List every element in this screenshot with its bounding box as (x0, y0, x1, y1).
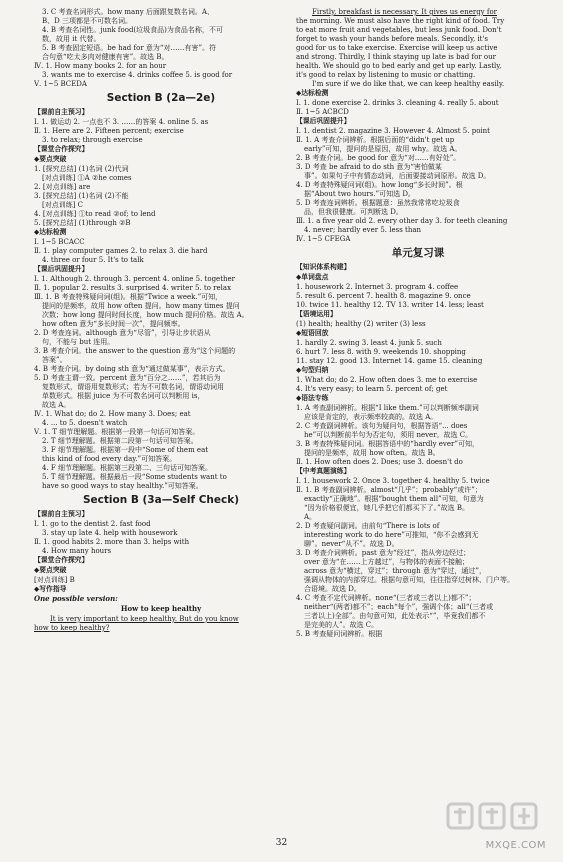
answer-line: forget to wash your hands before meals. Secondly, it's (296, 35, 489, 43)
answer-line: 1. housework 2. Internet 3. program 4. coffee (296, 283, 459, 291)
answer-line: 3. F 细节理解题。根据第一段中“Some of them eat (42, 446, 209, 454)
answer-line: Ⅰ. 1~5 BCACC (34, 238, 85, 246)
answer-line: 5. [探究总结] (1)through ②B (34, 219, 131, 227)
answer-line: 5. T 细节理解题。根据最后一段“Some students want to (42, 473, 227, 481)
answer-line: Ⅰ. 1. go to the dentist 2. fast food (34, 520, 151, 528)
answer-line: 4. D 考查特殊疑问词(组)。how long“多长时间”。根 (296, 181, 463, 189)
answer-line: Ⅳ. 1. What do; do 2. How many 3. Does; eat (34, 410, 191, 418)
answer-line: 1. What do; do 2. How often does 3. me to exercise (296, 376, 478, 384)
block-label: 【课后巩固提升】 (296, 117, 351, 125)
answer-line: 1. A 考查副词辨析。根据“I like them.”可以判断频率副词 (296, 404, 479, 412)
answer-line: 4. three or four 5. It's to talk (42, 256, 144, 264)
answer-line: 强调从物体的内部穿过。根据句意可知，往往指穿过树林、门户等。 (304, 576, 514, 584)
answer-line: Ⅰ. 1. Although 2. through 3. percent 4. online 5. together (34, 275, 236, 283)
answer-line: have so good ways to stay healthy.”可知答案。 (42, 482, 203, 490)
sub-heading: ◆要点突破 (34, 566, 67, 574)
answer-line: Ⅱ. 1. popular 2. results 3. surprised 4. writer 5. to relax (34, 284, 232, 292)
answer-line: Ⅲ. 1. a five year old 2. every other day 3. for teeth cleaning (296, 217, 508, 225)
answer-line: 3. wants me to exercise 4. drinks coffee 5. is good for (42, 71, 233, 79)
sub-heading: ◆要点突破 (34, 155, 67, 163)
answer-line: 2. B 考查介词。be good for 意为“对……有好处”。 (296, 154, 461, 162)
page-number: 32 (275, 838, 288, 848)
answer-line: 2. T 细节理解题。根据第二段第一句话可知答案。 (42, 437, 198, 445)
answer-line: Ⅴ. 1~5 BCEDA (34, 80, 87, 88)
answer-line: Ⅱ. 1. B 考查副词辨析。almost“几乎”；probably“或许”； (296, 486, 482, 494)
answer-line: 3. C 考查名词形式。how many 后面跟复数名词。A、 (42, 8, 214, 16)
answer-line: Ⅳ. 1~5 CFEGA (296, 235, 351, 243)
answer-line: 4. never; hardly ever 5. less than (304, 226, 422, 234)
answer-line: early”可知，提问的是原因，故用 why。故选 A。 (304, 145, 462, 153)
answer-line: Ⅳ. 1. How many books 2. for an hour (34, 62, 167, 70)
answer-line: 提问的是频率，故用 how often。故选 B。 (304, 449, 440, 457)
answer-line: 3. B 考查介词。the answer to the question 意为“这个问题的 (34, 347, 236, 355)
answer-line: 据“About two hours.”可知选 D。 (304, 190, 415, 198)
answer-line: 复数形式，谓语用复数形式；若为不可数名词，谓语动词用 (42, 383, 224, 391)
answer-line: how often 意为“多长时间一次”，提问频率。 (42, 320, 185, 328)
answer-line: over 意为“在……上方越过”，与物体的表面不接触； (304, 558, 470, 566)
answer-line: 4. B 考查介词。by doing sth 意为“通过做某事”，表示方式。 (34, 365, 230, 373)
answer-line: 2. C 考查副词辨析。该句为疑问句，根据答语“... does (296, 422, 468, 430)
answer-line: 3. to relax; through exercise (42, 136, 143, 144)
answer-line: 5. result 6. percent 7. health 8. magazine 9. once (296, 292, 471, 300)
answer-line: 1. [探究总结] (1)名词 (2)代词 (34, 165, 129, 173)
sub-heading: ◆短语回放 (296, 329, 329, 337)
answer-line: Ⅱ. 1. A 考查介词辨析。根据后面的“didn't get up (296, 136, 455, 144)
answer-line: Ⅱ. 1. play computer games 2. to relax 3. die hard (34, 247, 208, 255)
answer-line: It is very important to keep healthy. But do you know (50, 615, 239, 623)
essay-label: One possible version: (34, 594, 118, 603)
answer-line: 2. [对点训练] are (34, 183, 91, 191)
answer-line: to eat more fruit and vegetables, but less junk food. Don't (296, 26, 502, 34)
answer-line: 5. D 考查连词辨析。根据题意：虽然我常常吃垃圾食 (296, 199, 460, 207)
answer-line: 10. twice 11. healthy 12. TV 13. writer 14. less; least (296, 301, 484, 309)
answer-line: 4. [对点训练] ①to read ②of; to lend (34, 210, 156, 218)
answer-line: interesting work to do here”可推知，“你不会感到无 (304, 531, 479, 539)
watermark-logo (434, 798, 554, 856)
answer-line: A。 (304, 513, 317, 521)
answer-line: 4. It's very easy; to learn 5. percent of; get (296, 385, 448, 393)
answer-line: 故选 A。 (42, 401, 71, 409)
answer-line: and strong. Thirdly, I think staying up late is bad for our (296, 53, 496, 61)
block-label: 【课前自主预习】 (34, 510, 89, 518)
answer-line: the morning. We must also have the right kind of food. Try (296, 17, 505, 25)
answer-line: B、D 三项都是不可数名词。 (42, 17, 132, 25)
answer-line: Ⅴ. 1. T 细节理解题。根据第一段第一句话可知答案。 (34, 428, 200, 436)
answer-line: (1) health; healthy (2) writer (3) less (296, 320, 426, 328)
answer-line: 4. ... to 5. doesn't watch (42, 419, 128, 427)
answer-line: across 意为“横过，穿过”；through 意为“穿过，通过”， (304, 567, 486, 575)
answer-line: Ⅰ. 1. dentist 2. magazine 3. However 4. Almost 5. point (296, 127, 490, 135)
answer-line: 3. stay up late 4. help with housework (42, 529, 178, 537)
answer-line: 5. D 考查主谓一致。percent 意为“百分之……”，若其后为 (34, 374, 221, 382)
answer-line: 4. F 细节理解题。根据第三段第二、三句话可知答案。 (42, 464, 212, 472)
answer-line: exactly“正确地”。根据“bought them all”可知，句意为 (304, 495, 484, 503)
answer-line: this kind of food every day.”可知答案。 (42, 455, 177, 463)
block-label: 【课堂合作探究】 (34, 145, 89, 153)
left-column (34, 8, 288, 633)
sub-heading: ◆写作指导 (34, 585, 67, 593)
answer-line: 品，但我很健康。可判断选 D。 (304, 208, 403, 216)
answer-line: good for us to take exercise. Exercise will keep us active (296, 44, 498, 52)
answer-line: I'm sure if we do like that, we can keep healthy easily. (312, 80, 505, 88)
answer-line: Ⅱ. 1. Here are 2. Fifteen percent; exercise (34, 127, 184, 135)
answer-line: 1. hardly 2. swing 3. least 4. junk 5. such (296, 339, 442, 347)
answer-line: 提问的是频率，故用 how often 提问。how many times 提问 (42, 302, 240, 310)
answer-line: 2. D 考查连词。although 意为“尽管”，引导让步状语从 (34, 329, 211, 337)
answer-line: Ⅱ. 1. How often does 2. Does; use 3. doesn't do (296, 458, 463, 466)
answer-line: health. We should go to bed early and get up early. Lastly, (296, 62, 502, 70)
answer-line: “因为价格很便宜，她几乎把它们都买下了。”故选 B。 (304, 504, 470, 512)
sub-heading: ◆达标检测 (296, 89, 329, 97)
answer-line: [对点训练] C (42, 201, 84, 209)
section-heading: Section B (3a—Self Check) (82, 494, 240, 506)
answer-line: 3. D 考查介词辨析。past 意为“经过”，指从旁边经过； (296, 549, 471, 557)
answer-line: 应该是肯定的，表示频率较高的。故选 A。 (304, 413, 438, 421)
answer-line: he”可以判断前半句为否定句，须用 never。故选 C。 (304, 431, 473, 439)
answer-line: Ⅰ. 1. 做运动 2. 一点也不 3. ……的答案 4. online 5. as (34, 118, 209, 126)
answer-line: Firstly, breakfast is necessary. It gives us energy for (312, 8, 498, 16)
answer-line: 3. D 考查 be afraid to do sth 意为“害怕做某 (296, 163, 442, 171)
section-heading: Section B (2a—2e) (106, 92, 216, 104)
answer-line: 2. D 考查疑问副词。由前句“There is lots of (296, 522, 440, 530)
answer-line: 4. How many hours (42, 547, 112, 555)
sub-heading: ◆达标检测 (34, 228, 67, 236)
answer-line: 事”。如果句子中有情态动词，后面要接动词原形。故选 D。 (304, 172, 491, 180)
block-label: 【知识体系构建】 (296, 263, 351, 271)
answer-line: Ⅲ. 1. B 考查特殊疑问词(组)。根据“Twice a week.”可知， (34, 293, 223, 301)
answer-line: 4. B 考查名词性。junk food(垃圾食品)为食品名称，不可 (42, 26, 223, 34)
watermark-text: MXQE.COM (485, 839, 546, 851)
answer-line: 三者以上)全部”。由句意可知，此处表示“”，毕竟我们都不 (304, 612, 486, 620)
answer-line: 次数；how long 提问时间长度，how much 提问价格。故选 A。 (42, 311, 249, 319)
answer-line: Ⅰ. 1. housework 2. Once 3. together 4. healthy 5. twice (296, 477, 490, 485)
answer-line: 11. stay 12. good 13. Internet 14. game 15. cleaning (296, 357, 483, 365)
block-label: 【课后巩固提升】 (34, 265, 89, 273)
answer-line: 聊”。never“从不”。故选 D。 (304, 540, 399, 548)
section-heading: 单元复习课 (391, 247, 445, 259)
answer-line: Ⅱ. 1~5 ACBCD (296, 108, 349, 116)
answer-line: 5. B 考查疑问词辨析。根据 (296, 630, 383, 638)
answer-line: [对点训练] B (34, 576, 75, 584)
sub-heading: ◆句型归纳 (296, 366, 329, 374)
sub-heading: ◆单词盘点 (296, 273, 329, 281)
answer-line: [对点训练] ①A ②he comes (42, 174, 132, 182)
block-label: 【语境运用】 (296, 310, 337, 318)
answer-line: it's good to relax by listening to music or chatting. (296, 71, 476, 79)
answer-line: 4. C 考查不定代词辨析。none“(三者或三者以上)都不”； (296, 594, 476, 602)
block-label: 【课堂合作探究】 (34, 556, 89, 564)
answer-line: 句，不能与 but 连用。 (42, 338, 115, 346)
answer-line: 合语境。故选 D。 (304, 585, 361, 593)
answer-line: how to keep healthy? (34, 624, 110, 632)
answer-line: Ⅱ. 1. good habits 2. more than 3. helps with (34, 538, 190, 546)
answer-line: 数，故用 it 代替。 (42, 35, 101, 43)
answer-line: 答案”。 (42, 356, 67, 364)
right-column (296, 8, 540, 639)
answer-line: 5. B 考查固定短语。be had for 意为“对……有害”。符 (42, 44, 217, 52)
answer-line: 合句意“吃太多肉对健康有害”。故选 B。 (42, 53, 169, 61)
essay-title: How to keep healthy (120, 604, 202, 613)
block-label: 【课前自主预习】 (34, 108, 89, 116)
answer-line: 6. hurt 7. less 8. with 9. weekends 10. shopping (296, 348, 466, 356)
answer-line: 3. [探究总结] (1)名词 (2)不能 (34, 192, 129, 200)
answer-line: 3. B 考查特殊疑问词。根据答语中的“hardly ever”可知， (296, 440, 479, 448)
answer-line: 是完美的人”。故选 C。 (304, 621, 379, 629)
sub-heading: ◆语法专练 (296, 394, 329, 402)
block-label: 【中考真题演练】 (296, 467, 351, 475)
answer-line: Ⅰ. 1. done exercise 2. drinks 3. cleaning 4. really 5. about (296, 99, 499, 107)
answer-line: 单数形式。根据 juice 为不可数名词可以判断用 is， (42, 392, 205, 400)
answer-line: neither“(两者)都不”；each“每个”，强调个体；all“(三者或 (304, 603, 494, 611)
